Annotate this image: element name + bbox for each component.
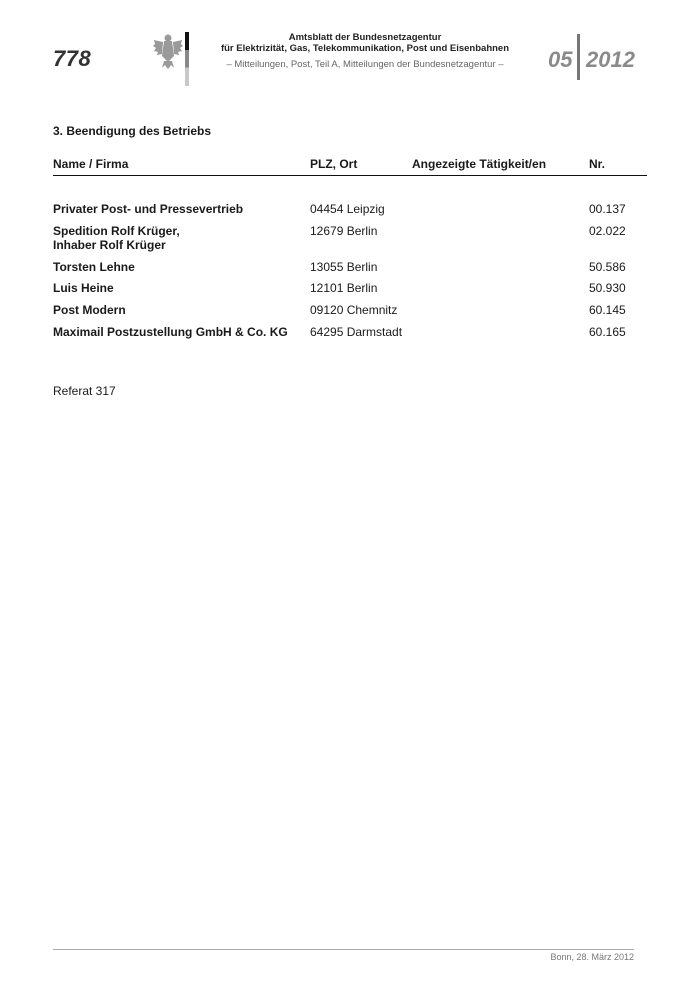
row-number: 50.930 [589,281,626,295]
page-number: 778 [53,46,92,71]
column-header-name: Name / Firma [53,157,129,171]
row-name-line2: Inhaber Rolf Krüger [53,238,166,252]
header-divider-bar [185,32,189,86]
column-header-city: PLZ, Ort [310,157,358,171]
issue-divider [577,34,580,80]
footer-divider [53,949,634,950]
row-name [53,224,303,252]
row-number: 02.022 [589,224,626,238]
row-name: Post Modern [53,303,126,317]
gazette-title-line2: für Elektrizität, Gas, Telekommunikation, Post und Eisenbahnen [220,43,510,54]
issue-year: 2012 [586,47,635,72]
row-number: 00.137 [589,202,626,216]
department-reference: Referat 317 [53,384,116,398]
row-number: 60.165 [589,325,626,339]
row-city: 64295 Darmstadt [310,325,403,339]
row-name: Torsten Lehne [53,260,135,274]
gazette-header [200,32,530,70]
row-number: 60.145 [589,303,626,317]
row-name-line1: Spedition Rolf Krüger, [53,224,180,238]
column-header-number: Nr. [589,157,606,171]
federal-eagle-icon [152,32,184,70]
footer-date: Bonn, 28. März 2012 [550,952,634,962]
row-name: Privater Post- und Pressevertrieb [53,202,244,216]
gazette-title-line1: Amtsblatt der Bundesnetzagentur [288,32,442,43]
row-name: Luis Heine [53,281,114,295]
issue-number: 05 [548,47,573,72]
section-heading: 3. Beendigung des Betriebs [53,124,212,138]
row-city: 09120 Chemnitz [310,303,398,317]
row-name: Maximail Postzustellung GmbH & Co. KG [53,325,288,339]
row-city: 12679 Berlin [310,224,378,238]
table-header [53,157,647,176]
gazette-subtitle: – Mitteilungen, Post, Teil A, Mitteilungen der Bundesnetzagentur – [226,59,504,70]
row-city: 04454 Leipzig [310,202,385,216]
column-header-activity: Angezeigte Tätigkeit/en [412,157,547,171]
row-city: 13055 Berlin [310,260,378,274]
row-city: 12101 Berlin [310,281,378,295]
row-number: 50.586 [589,260,626,274]
